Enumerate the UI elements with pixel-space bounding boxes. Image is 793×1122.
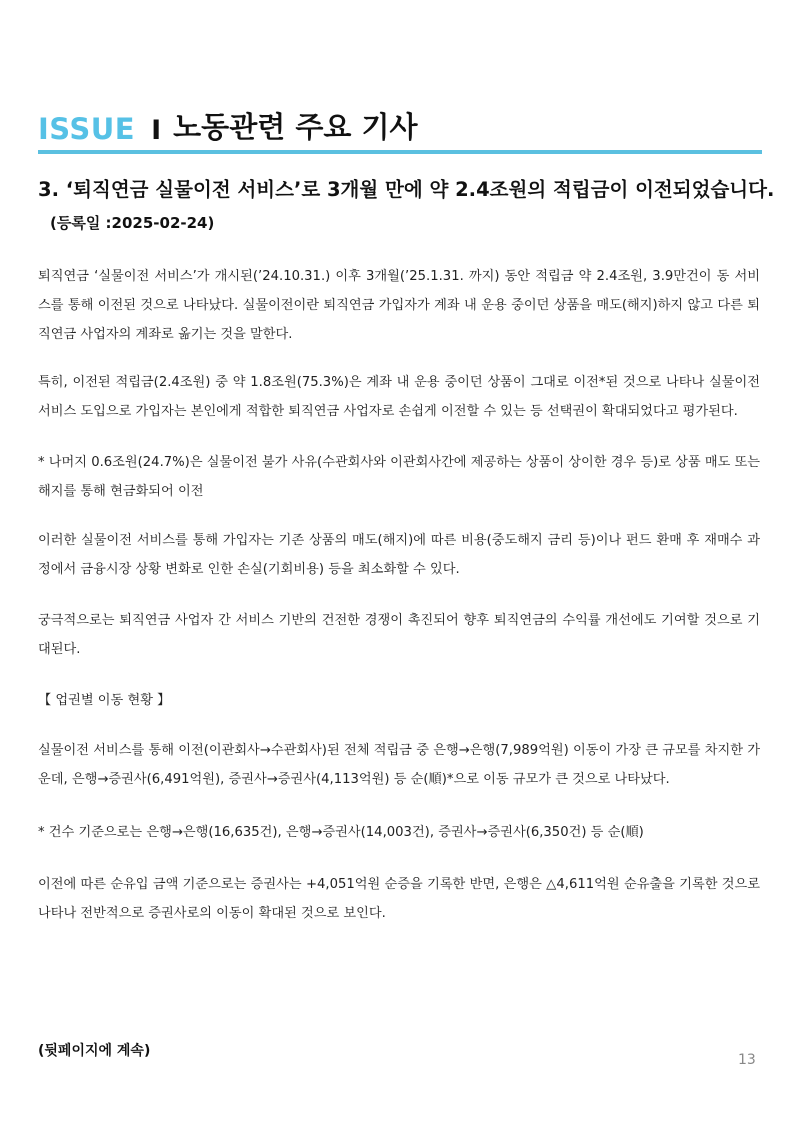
header-separator: I [151, 115, 162, 146]
article-title: 3. ‘퇴직연금 실물이전 서비스’로 3개월 만에 약 2.4조원의 적립금이 이전되었습니다. [38, 178, 775, 201]
paragraph-transfer-ratio: 특히, 이전된 적립금(2.4조원) 중 약 1.8조원(75.3%)은 계좌 내 운용 중이던 상품이 그대로 이전*된 것으로 나타나 실물이전 서비스 도입으로 가입자는 본인에게 적합한 퇴직연금 사업자로 손쉽게 이전할 수 있는 등 선택권이 확대되었다고 평가된다. [38, 375, 760, 419]
subheading-sector-movement: 【 업권별 이동 현황 】 [38, 693, 171, 708]
article-date: (등록일 :2025-02-24) [50, 214, 215, 232]
section-title: 노동관련 주요 기사 [173, 110, 418, 144]
paragraph-sector-movement: 실물이전 서비스를 통해 이전(이관회사→수관회사)된 전체 적립금 중 은행→은행(7,989억원) 이동이 가장 큰 규모를 차지한 가운데, 은행→증권사(6,491억원), 증권사→증권사(4,113억원) 등 순(順)*으로 이동 규모가 큰 것으로 나타났다. [38, 743, 760, 787]
page-number: 13 [738, 1052, 756, 1068]
paragraph-intro: 퇴직연금 ‘실물이전 서비스’가 개시된(’24.10.31.) 이후 3개월(’25.1.31. 까지) 동안 적립금 약 2.4조원, 3.9만건이 동 서비스를 통해 이전된 것으로 나타났다. 실물이전이란 퇴직연금 가입자가 계좌 내 운용 중이던 상품을 매도(해지)하지 않고 다른 퇴직연금 사업자의 계좌로 옮기는 것을 말한다. [38, 269, 760, 342]
continued-note: (뒷페이지에 계속) [38, 1043, 151, 1059]
footnote-remaining: * 나머지 0.6조원(24.7%)은 실물이전 불가 사유(수관회사와 이관회사간에 제공하는 상품이 상이한 경우 등)로 상품 매도 또는 해지를 통해 현금화되어 이전 [38, 455, 760, 499]
paragraph-competition: 궁극적으로는 퇴직연금 사업자 간 서비스 기반의 건전한 경쟁이 촉진되어 향후 퇴직연금의 수익률 개선에도 기여할 것으로 기대된다. [38, 613, 760, 657]
issue-label: ISSUE [38, 112, 136, 146]
paragraph-cost-benefit: 이러한 실물이전 서비스를 통해 가입자는 기존 상품의 매도(해지)에 따른 비용(중도해지 금리 등)이나 펀드 환매 후 재매수 과정에서 금융시장 상황 변화로 인한 손실(기회비용) 등을 최소화할 수 있다. [38, 533, 760, 577]
section-header [38, 110, 762, 154]
paragraph-net-inflow: 이전에 따른 순유입 금액 기준으로는 증권사는 +4,051억원 순증을 기록한 반면, 은행은 △4,611억원 순유출을 기록한 것으로 나타나 전반적으로 증권사로의 이동이 확대된 것으로 보인다. [38, 877, 760, 921]
footnote-count-basis: * 건수 기준으로는 은행→은행(16,635건), 은행→증권사(14,003건), 증권사→증권사(6,350건) 등 순(順) [38, 825, 644, 840]
